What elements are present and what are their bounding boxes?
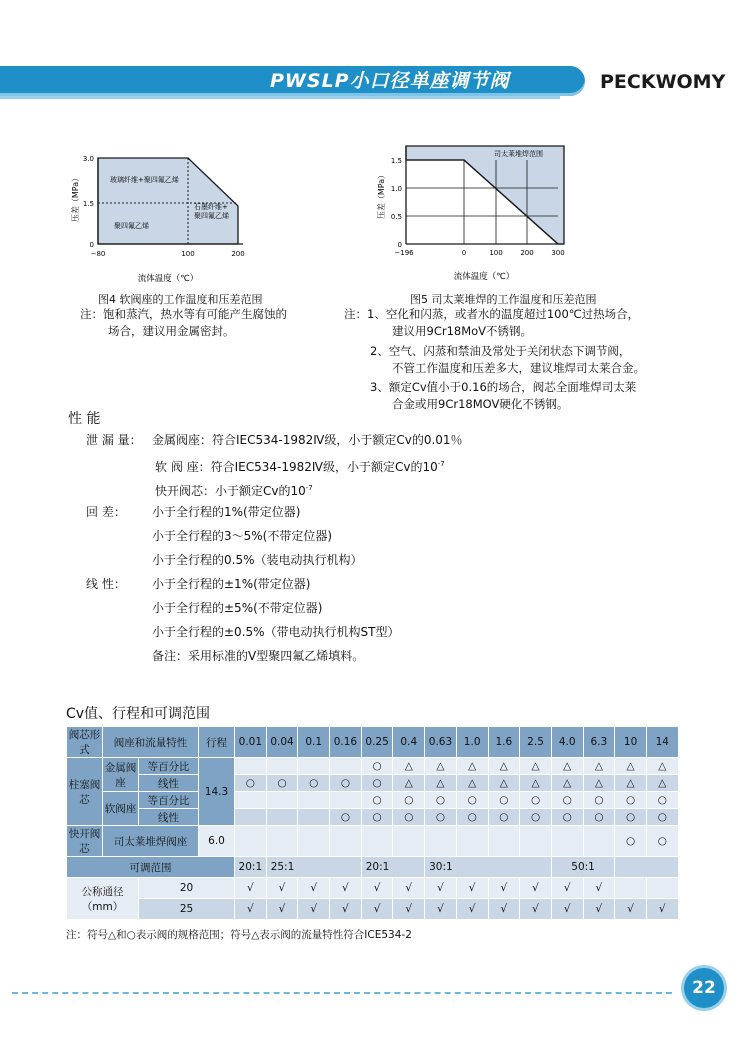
mark-cell xyxy=(235,792,267,809)
mark-cell: √ xyxy=(361,878,393,899)
fig5-xtick: 300 xyxy=(551,249,565,257)
fig5-xtick: 200 xyxy=(520,249,534,257)
mark-cell: ○ xyxy=(456,809,488,826)
mark-cell xyxy=(298,758,330,775)
hysteresis-line: 小于全行程的0.5%（装电动执行机构） xyxy=(152,553,363,567)
fig4-xtick: −80 xyxy=(90,250,106,258)
cv-value: 6.3 xyxy=(583,727,615,758)
mark-cell xyxy=(266,826,298,857)
fig4-xlabel: 流体温度（℃） xyxy=(137,274,199,284)
cv-value: 0.25 xyxy=(361,727,393,758)
mark-cell xyxy=(235,758,267,775)
fig4-ytick: 3.0 xyxy=(82,155,94,163)
mark-cell: √ xyxy=(583,899,615,920)
flow-char-cell: 线性 xyxy=(139,809,199,826)
range-cell: 50:1 xyxy=(551,857,614,878)
mark-cell: ○ xyxy=(646,809,678,826)
fig5-ytick: 1.5 xyxy=(390,157,402,165)
table-row xyxy=(67,775,679,792)
mark-cell: ○ xyxy=(583,792,615,809)
mark-cell: ○ xyxy=(266,775,298,792)
mark-cell xyxy=(266,792,298,809)
hysteresis-line: 小于全行程的1%(带定位器) xyxy=(152,505,301,519)
mark-cell: √ xyxy=(520,899,552,920)
mark-cell: △ xyxy=(488,758,520,775)
mark-cell: √ xyxy=(361,899,393,920)
leakage-label: 泄 漏 量： xyxy=(86,433,142,447)
mark-cell: △ xyxy=(520,775,552,792)
cv-value: 1.0 xyxy=(456,727,488,758)
table-row xyxy=(67,758,679,775)
leakage-quick: 快开阀芯：小于额定Cv的$10^{-7}$ xyxy=(155,484,313,498)
leakage-metal: 金属阀座：符合IEC534-1982Ⅳ级，小于额定Cv的0.01％ xyxy=(152,433,463,447)
fig5-ytick: 1.0 xyxy=(390,185,402,193)
fig4-ytick: 0 xyxy=(89,241,94,249)
mark-cell xyxy=(298,826,330,857)
fig4-region xyxy=(98,158,238,244)
mark-cell: △ xyxy=(393,758,425,775)
table-note: 注：符号△和○表示阀的规格范围；符号△表示阀的流量特性符合ICE534-2 xyxy=(66,929,412,941)
mark-cell: ○ xyxy=(520,809,552,826)
mark-cell: ○ xyxy=(520,792,552,809)
h-seat-flow: 阀座和流量特性 xyxy=(103,727,199,758)
mark-cell: △ xyxy=(583,775,615,792)
cv-value: 0.04 xyxy=(266,727,298,758)
dn-cell: 25 xyxy=(139,899,235,920)
mark-cell: √ xyxy=(488,899,520,920)
mark-cell: ○ xyxy=(330,809,362,826)
mark-cell: ○ xyxy=(361,809,393,826)
cv-value: 14 xyxy=(646,727,678,758)
range-cell: 20:1 xyxy=(235,857,267,878)
stroke-plug-cell: 14.3 xyxy=(199,758,235,826)
mark-cell: ○ xyxy=(425,792,457,809)
mark-cell: △ xyxy=(393,775,425,792)
hysteresis-line: 小于全行程的3～5%(不带定位器) xyxy=(152,529,333,543)
mark-cell: ○ xyxy=(615,809,647,826)
h-stroke: 行程 xyxy=(199,727,235,758)
mark-cell: △ xyxy=(456,775,488,792)
fig4-caption: 图4 软阀座的工作温度和压差范围 xyxy=(98,293,263,306)
fig4-note-line: 注：饱和蒸汽，热水等有可能产生腐蚀的 xyxy=(80,307,287,321)
cv-value: 2.5 xyxy=(520,727,552,758)
cv-value: 0.01 xyxy=(235,727,267,758)
mark-cell: ○ xyxy=(456,792,488,809)
mark-cell: √ xyxy=(330,899,362,920)
fig4-note-line: 场合，建议用金属密封。 xyxy=(108,324,235,338)
performance-title: 性 能 xyxy=(68,411,101,427)
mark-cell: √ xyxy=(456,878,488,899)
mark-cell xyxy=(583,826,615,857)
mark-cell: √ xyxy=(646,899,678,920)
mark-cell: ○ xyxy=(330,775,362,792)
mark-cell: △ xyxy=(615,758,647,775)
mark-cell xyxy=(520,826,552,857)
nominal-label-cell: 公称通径（mm） xyxy=(67,878,139,920)
quick-core-cell: 快开阀芯 xyxy=(67,826,103,857)
dn-cell: 20 xyxy=(139,878,235,899)
mark-cell xyxy=(330,826,362,857)
table-row xyxy=(67,792,679,809)
cv-value: 1.6 xyxy=(488,727,520,758)
header-stripe xyxy=(0,96,560,99)
fig5-caption: 图5 司太莱堆焊的工作温度和压差范围 xyxy=(410,293,597,306)
mark-cell: △ xyxy=(646,775,678,792)
fig4-region1-label: 玻璃纤维+聚四氟乙烯 xyxy=(110,176,179,184)
mark-cell: △ xyxy=(551,775,583,792)
mark-cell xyxy=(298,792,330,809)
fig5-region-label: 司太莱堆焊范围 xyxy=(494,150,543,158)
mark-cell xyxy=(330,792,362,809)
fig4-ytick: 1.5 xyxy=(82,200,94,208)
mark-cell: √ xyxy=(520,878,552,899)
mark-cell: △ xyxy=(583,758,615,775)
soft-seat-cell: 软阀座 xyxy=(103,792,139,826)
hysteresis-label: 回 差： xyxy=(86,505,126,519)
mark-cell: √ xyxy=(266,878,298,899)
mark-cell: ○ xyxy=(551,809,583,826)
mark-cell xyxy=(298,809,330,826)
fig5-xtick: −196 xyxy=(394,249,414,257)
mark-cell: √ xyxy=(393,878,425,899)
mark-cell: √ xyxy=(298,899,330,920)
flow-char-cell: 线性 xyxy=(139,775,199,792)
table-row xyxy=(67,878,679,899)
range-cell-empty xyxy=(615,857,678,878)
table-row xyxy=(67,809,679,826)
cv-value: 0.4 xyxy=(393,727,425,758)
footer-dashed-line xyxy=(12,992,672,994)
mark-cell: √ xyxy=(456,899,488,920)
fig5-ytick: 0.5 xyxy=(390,213,402,221)
fig4-chart xyxy=(68,146,268,288)
table-row xyxy=(67,826,679,857)
linearity-line: 小于全行程的±1%(带定位器) xyxy=(152,577,311,591)
mark-cell: ○ xyxy=(615,792,647,809)
mark-cell xyxy=(393,826,425,857)
fig5-xlabel: 流体温度（℃） xyxy=(453,272,515,282)
mark-cell xyxy=(235,809,267,826)
flow-char-cell: 等百分比 xyxy=(139,792,199,809)
page-title: PWSLP小口径单座调节阀 xyxy=(270,70,510,92)
cv-value: 10 xyxy=(615,727,647,758)
mark-cell: √ xyxy=(615,899,647,920)
mark-cell: ○ xyxy=(551,792,583,809)
fig5-ytick: 0 xyxy=(397,241,402,249)
fig5-note-line: 注：1、空化和闪蒸，或者水的温度超过100℃过热场合， xyxy=(344,307,640,321)
mark-cell: √ xyxy=(330,878,362,899)
cv-value: 0.16 xyxy=(330,727,362,758)
mark-cell: √ xyxy=(298,878,330,899)
mark-cell: △ xyxy=(488,775,520,792)
fig5-note-line: 3、额定Cv值小于0.16的场合，阀芯全面堆焊司太莱 xyxy=(370,380,637,394)
range-label-cell: 可调范围 xyxy=(67,857,235,878)
fig5-xtick: 0 xyxy=(461,249,467,257)
mark-cell xyxy=(456,826,488,857)
mark-cell: √ xyxy=(393,899,425,920)
flow-char-cell: 等百分比 xyxy=(139,758,199,775)
mark-cell xyxy=(330,758,362,775)
fig4-region3-label: 石墨纤维+ xyxy=(194,203,228,211)
mark-cell: √ xyxy=(235,899,267,920)
mark-cell xyxy=(646,878,678,899)
mark-cell: ○ xyxy=(361,758,393,775)
fig5-note-line: 建议用9Cr18MoV不锈钢。 xyxy=(392,324,533,338)
cv-section-title: Cv值、行程和可调范围 xyxy=(66,706,211,722)
mark-cell xyxy=(266,758,298,775)
mark-cell: ○ xyxy=(615,826,647,857)
mark-cell: △ xyxy=(551,758,583,775)
mark-cell xyxy=(266,809,298,826)
fig5-ylabel: 压差（MPa） xyxy=(377,170,386,220)
mark-cell: √ xyxy=(266,899,298,920)
mark-cell xyxy=(551,826,583,857)
plug-core-cell: 柱塞阀芯 xyxy=(67,758,103,826)
cv-table xyxy=(66,726,679,920)
range-cell: 20:1 xyxy=(361,857,424,878)
mark-cell: √ xyxy=(235,878,267,899)
mark-cell: ○ xyxy=(646,792,678,809)
mark-cell: △ xyxy=(615,775,647,792)
mark-cell: △ xyxy=(425,758,457,775)
mark-cell: ○ xyxy=(361,792,393,809)
leakage-soft: 软 阀 座：符合IEC534-1982Ⅳ级，小于额定Cv的$10^{-7}$ xyxy=(155,460,445,474)
fig5-xtick: 100 xyxy=(489,249,503,257)
mark-cell: △ xyxy=(520,758,552,775)
mark-cell: ○ xyxy=(488,792,520,809)
mark-cell: √ xyxy=(551,899,583,920)
mark-cell: ○ xyxy=(235,775,267,792)
mark-cell: △ xyxy=(425,775,457,792)
mark-cell xyxy=(235,826,267,857)
linearity-line: 小于全行程的±5%(不带定位器) xyxy=(152,601,323,615)
mark-cell: ○ xyxy=(488,809,520,826)
linearity-label: 线 性： xyxy=(86,577,126,591)
mark-cell: ○ xyxy=(361,775,393,792)
linearity-line: 小于全行程的±0.5%（带电动执行机构ST型） xyxy=(152,625,400,639)
mark-cell: √ xyxy=(425,878,457,899)
stroke-quick-cell: 6.0 xyxy=(199,826,235,857)
mark-cell xyxy=(615,878,647,899)
remark: 备注：采用标准的V型聚四氟乙烯填料。 xyxy=(152,649,365,663)
mark-cell: √ xyxy=(425,899,457,920)
brand-logo: PECKWOMY xyxy=(600,71,726,93)
mark-cell: △ xyxy=(456,758,488,775)
range-cell: 30:1 xyxy=(425,857,552,878)
fig5-note-line: 合金或用9Cr18MOV硬化不锈钢。 xyxy=(392,397,569,411)
mark-cell xyxy=(488,826,520,857)
fig4-xtick: 200 xyxy=(231,250,245,258)
fig4-xtick: 100 xyxy=(181,250,195,258)
fig4-region3-label: 聚四氟乙烯 xyxy=(194,212,229,220)
fig5-chart xyxy=(374,140,574,284)
table-row xyxy=(67,899,679,920)
mark-cell: √ xyxy=(488,878,520,899)
mark-cell: ○ xyxy=(646,826,678,857)
mark-cell: √ xyxy=(551,878,583,899)
table-row xyxy=(67,857,679,878)
mark-cell: ○ xyxy=(425,809,457,826)
page-number: 22 xyxy=(684,968,724,1008)
mark-cell: ○ xyxy=(393,792,425,809)
cv-value: 0.63 xyxy=(425,727,457,758)
fig4-region2-label: 聚四氟乙烯 xyxy=(114,222,149,230)
stellite-seat-cell: 司太莱堆焊阀座 xyxy=(103,826,199,857)
fig4-ylabel: 压差（MPa） xyxy=(71,173,80,223)
fig5-note-line: 不管工作温度和压差多大，建议堆焊司太莱合金。 xyxy=(392,361,645,375)
range-cell: 25:1 xyxy=(266,857,361,878)
cv-value: 0.1 xyxy=(298,727,330,758)
mark-cell: ○ xyxy=(393,809,425,826)
mark-cell: △ xyxy=(646,758,678,775)
mark-cell: ○ xyxy=(298,775,330,792)
table-header-row xyxy=(67,727,679,758)
mark-cell xyxy=(425,826,457,857)
mark-cell: ○ xyxy=(583,809,615,826)
h-core-type: 阀芯形式 xyxy=(67,727,103,758)
fig5-note-line: 2、空气、闪蒸和禁油及常处于关闭状态下调节阀， xyxy=(370,344,631,358)
cv-value: 4.0 xyxy=(551,727,583,758)
mark-cell xyxy=(361,826,393,857)
mark-cell: √ xyxy=(583,878,615,899)
metal-seat-cell: 金属阀座 xyxy=(103,758,139,792)
